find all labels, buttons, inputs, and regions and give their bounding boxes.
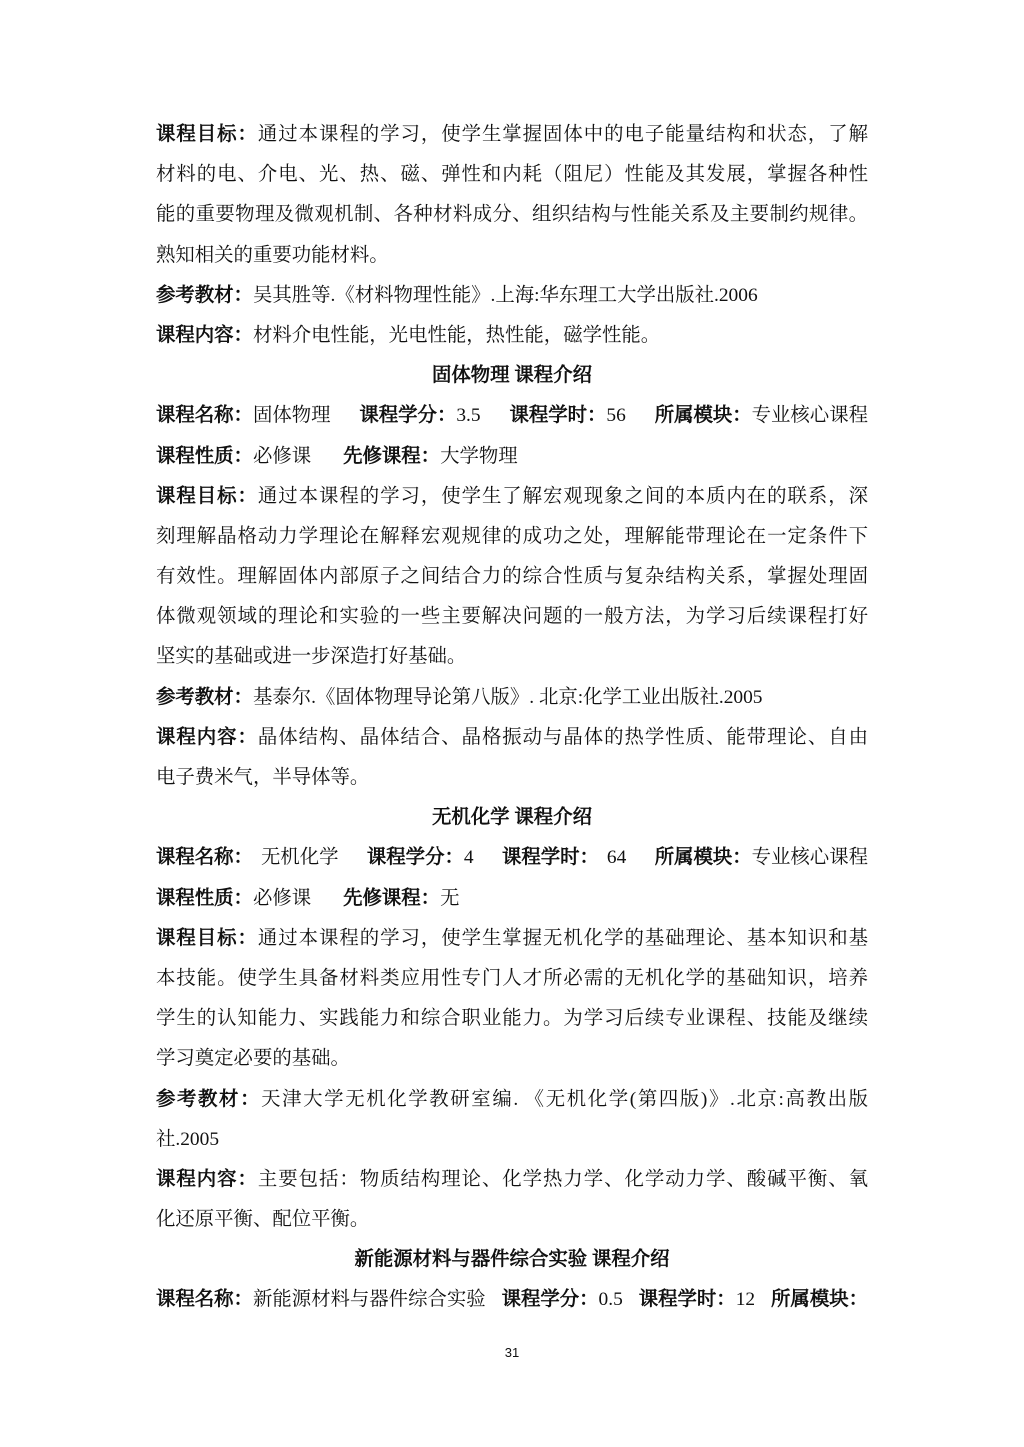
course-name-value: 新能源材料与器件综合实验 (252, 1289, 486, 1311)
objective-label: 课程目标： (156, 485, 258, 507)
course-module (655, 396, 868, 436)
textbook-text: 天津大学无机化学教研室编. 《无机化学(第四版)》.北京:高教出版 (261, 1088, 869, 1110)
course-nature-value: 必修课 (252, 887, 312, 909)
course-hours-value: 12 (735, 1289, 756, 1311)
course-prerequisite-label: 先修课程： (343, 445, 441, 467)
course-credits (502, 1280, 623, 1320)
course-nature-row (156, 437, 868, 477)
objective-line (156, 115, 868, 155)
course-hours (509, 396, 625, 436)
course-name-value: 无机化学 (260, 847, 339, 869)
content-label: 课程内容： (156, 726, 258, 748)
course-module-value: 专业核心课程 (751, 847, 868, 869)
course-module-value: 专业核心课程 (751, 405, 868, 427)
course-name (156, 396, 331, 436)
course-credits-value: 3.5 (456, 405, 481, 427)
course-module-label: 所属模块： (654, 405, 752, 427)
course-info-row (156, 1280, 868, 1320)
course-nature-row (156, 879, 868, 919)
objective-line: 刻理解晶格动力学理论在解释宏观规律的成功之处，理解能带理论在一定条件下 (156, 525, 868, 547)
content-line: 电子费米气，半导体等。 (156, 767, 370, 788)
course-prerequisite (343, 446, 518, 467)
course-hours (639, 1280, 755, 1320)
objective-line: 有效性。理解固体内部原子之间结合力的综合性质与复杂结构关系，掌握处理固 (156, 566, 868, 588)
textbook-label: 参考教材： (156, 284, 253, 306)
objective-line: 本技能。使学生具备材料类应用性专门人才所必需的无机化学的基础知识，培养 (156, 967, 868, 989)
content-line (156, 1160, 868, 1200)
objective-text: 通过本课程的学习，使学生了解宏观现象之间的本质内在的联系，深 (257, 485, 869, 507)
course-module (771, 1280, 868, 1320)
content-text: 主要包括：物质结构理论、化学热力学、化学动力学、酸碱平衡、氧 (257, 1168, 869, 1190)
objective-line: 材料的电、介电、光、热、磁、弹性和内耗（阻尼）性能及其发展，掌握各种性 (156, 164, 868, 186)
course-credits-label: 课程学分： (501, 1289, 599, 1311)
course-nature (156, 446, 311, 467)
course-nature (156, 888, 311, 909)
course-name-label: 课程名称： (156, 1289, 253, 1311)
textbook-text: 吴其胜等.《材料物理性能》.上海:华东理工大学出版社.2006 (252, 284, 758, 306)
course-name-label: 课程名称： (156, 847, 253, 869)
course-nature-label: 课程性质： (156, 445, 253, 467)
textbook-label: 参考教材： (156, 1088, 262, 1110)
textbook-text: 基泰尔.《固体物理导论第八版》. 北京:化学工业出版社.2005 (252, 686, 763, 708)
course-nature-label: 课程性质： (156, 887, 253, 909)
textbook-label: 参考教材： (156, 686, 253, 708)
course-heading: 固体物理 课程介绍 (432, 365, 592, 387)
objective-line: 坚实的基础或进一步深造打好基础。 (156, 646, 467, 668)
textbook-line (156, 1080, 868, 1120)
course-hours-label: 课程学时： (638, 1289, 736, 1311)
objective-line: 体微观领域的理论和实验的一些主要解决问题的一般方法，为学习后续课程打好 (156, 606, 868, 628)
textbook-line (156, 678, 868, 718)
course-hours-label: 课程学时： (501, 847, 599, 869)
objective-label: 课程目标： (156, 927, 258, 949)
content-label: 课程内容： (156, 1168, 258, 1190)
content-text: 晶体结构、晶体结合、晶格振动与晶体的热学性质、能带理论、自由 (257, 726, 869, 748)
course-prerequisite (343, 888, 459, 909)
page-number: 31 (504, 1345, 520, 1360)
course-credits-value: 0.5 (598, 1289, 623, 1311)
course-info-row (156, 838, 868, 878)
objective-line: 学生的认知能力、实践能力和综合职业能力。为学习后续专业课程、技能及继续 (156, 1008, 868, 1030)
course-name (156, 838, 339, 878)
course-info-row (156, 396, 868, 436)
course-heading: 无机化学 课程介绍 (432, 807, 592, 829)
objective-line: 熟知相关的重要功能材料。 (156, 244, 389, 266)
course-hours (502, 838, 626, 878)
content-label: 课程内容： (156, 324, 253, 346)
course-prerequisite-value: 无 (440, 887, 460, 909)
course-prerequisite-label: 先修课程： (343, 887, 441, 909)
course-credits (359, 396, 480, 436)
course-nature-value: 必修课 (252, 445, 312, 467)
page-body (156, 115, 868, 1321)
objective-line: 能的重要物理及微观机制、各种材料成分、组织结构与性能关系及主要制约规律。 (156, 204, 868, 226)
objective-text: 通过本课程的学习，使学生掌握固体中的电子能量结构和状态，了解 (257, 124, 869, 145)
content-line (156, 718, 868, 758)
textbook-line (156, 276, 868, 316)
course-hours-label: 课程学时： (509, 405, 607, 427)
course-prerequisite-value: 大学物理 (440, 445, 518, 467)
objective-text: 通过本课程的学习，使学生掌握无机化学的基础理论、基本知识和基 (257, 927, 869, 949)
objective-line: 学习奠定必要的基础。 (156, 1048, 350, 1070)
textbook-line: 社.2005 (156, 1128, 220, 1150)
objective-label: 课程目标： (156, 124, 258, 145)
course-name-value: 固体物理 (252, 405, 331, 427)
course-hours-value: 64 (606, 847, 627, 869)
content-line: 化还原平衡、配位平衡。 (156, 1209, 370, 1231)
course-name (156, 1280, 486, 1320)
course-credits-label: 课程学分： (366, 847, 464, 869)
course-heading: 新能源材料与器件综合实验 课程介绍 (354, 1249, 670, 1271)
course-name-label: 课程名称： (156, 405, 253, 427)
objective-line (156, 477, 868, 517)
content-line (156, 316, 868, 356)
course-credits (367, 838, 474, 878)
course-credits-label: 课程学分： (359, 405, 457, 427)
course-credits-value: 4 (463, 847, 474, 869)
course-module-label: 所属模块： (654, 847, 752, 869)
content-text: 材料介电性能，光电性能，热性能，磁学性能。 (252, 324, 661, 346)
course-module-label: 所属模块： (771, 1289, 868, 1311)
objective-line (156, 919, 868, 959)
course-module (655, 838, 868, 878)
course-hours-value: 56 (606, 405, 626, 427)
